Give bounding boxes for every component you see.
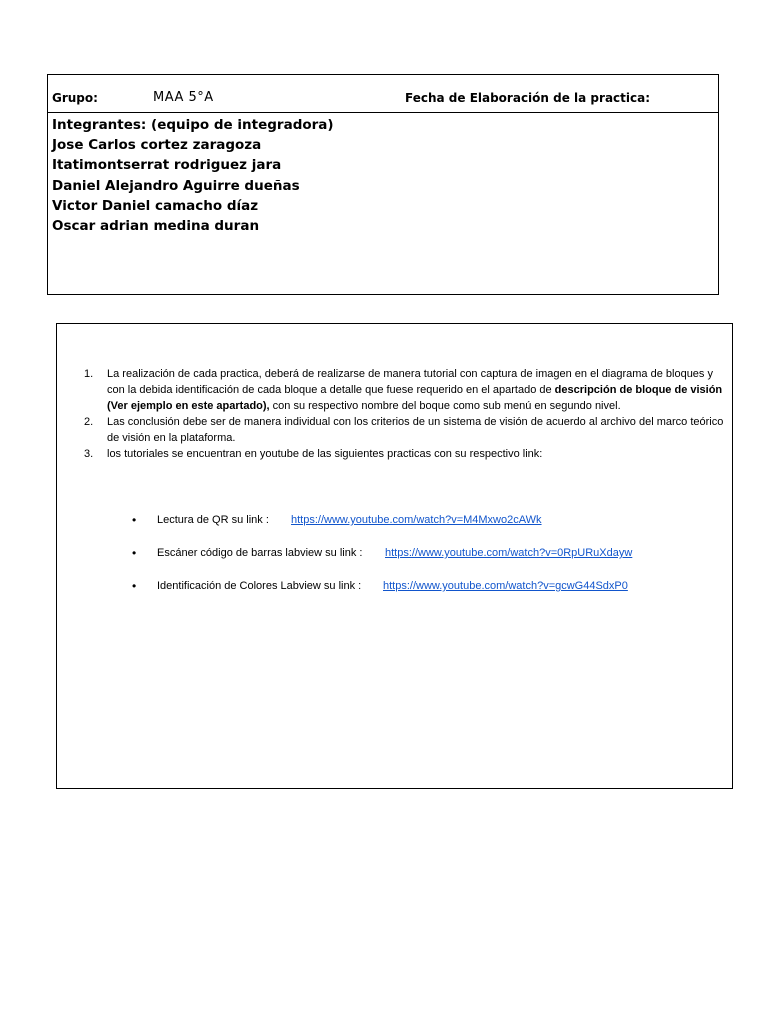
members-list <box>52 115 334 236</box>
instruction-number: 1. <box>84 368 94 380</box>
member-name: Jose Carlos cortez zaragoza <box>52 137 262 154</box>
link-label: Escáner código de barras labview su link : <box>157 547 363 559</box>
fecha-label: Fecha de Elaboración de la practica: <box>405 91 651 105</box>
instruction-number: 3. <box>84 448 94 460</box>
group-header-row <box>48 75 718 113</box>
instruction-bold-text: descripción de bloque de visión (Ver ejemplo en este apartado), <box>107 384 723 412</box>
instruction-item <box>57 446 732 462</box>
bullet-icon: • <box>132 579 137 593</box>
youtube-link-qr[interactable]: https://www.youtube.com/watch?v=M4Mxwo2cAWk <box>291 514 542 526</box>
group-info-table <box>47 74 719 295</box>
integrantes-heading: Integrantes: (equipo de integradora) <box>52 117 334 133</box>
grupo-value: MAA 5°A <box>153 90 214 105</box>
instruction-number: 2. <box>84 416 94 428</box>
grupo-label: Grupo: <box>52 91 98 105</box>
bullet-icon: • <box>132 546 137 560</box>
youtube-link-colors[interactable]: https://www.youtube.com/watch?v=gcwG44SdxP0 <box>383 580 628 592</box>
instruction-text: los tutoriales se encuentran en youtube de las siguientes practicas con su respectivo link: <box>107 448 543 460</box>
member-name: Itatimontserrat rodriguez jara <box>52 157 282 174</box>
instructions-list <box>57 366 732 462</box>
bullet-icon: • <box>132 513 137 527</box>
youtube-link-barcode[interactable]: https://www.youtube.com/watch?v=0RpURuXdayw <box>385 547 633 559</box>
instruction-text: con su respectivo nombre del boque como sub menú en segundo nivel. <box>269 400 621 412</box>
instruction-item <box>57 366 732 414</box>
instructions-box <box>56 323 733 789</box>
member-name: Victor Daniel camacho díaz <box>52 197 259 214</box>
member-name: Daniel Alejandro Aguirre dueñas <box>52 177 300 194</box>
link-label: Lectura de QR su link : <box>157 514 269 526</box>
instruction-text: Las conclusión debe ser de manera individual con los criterios de un sistema de visión de acuerdo al archivo del marco teórico de visión en la plataforma. <box>107 416 724 444</box>
link-label: Identificación de Colores Labview su link : <box>157 580 362 592</box>
instruction-text: La realización de cada practica, deberá de realizarse de manera tutorial con captura de imagen en el diagrama de bloques y con la debida identificación de cada bloque a detalle que fuese requerido en el apartado de <box>107 368 713 396</box>
member-name: Oscar adrian medina duran <box>52 218 260 235</box>
instruction-item <box>57 414 732 446</box>
